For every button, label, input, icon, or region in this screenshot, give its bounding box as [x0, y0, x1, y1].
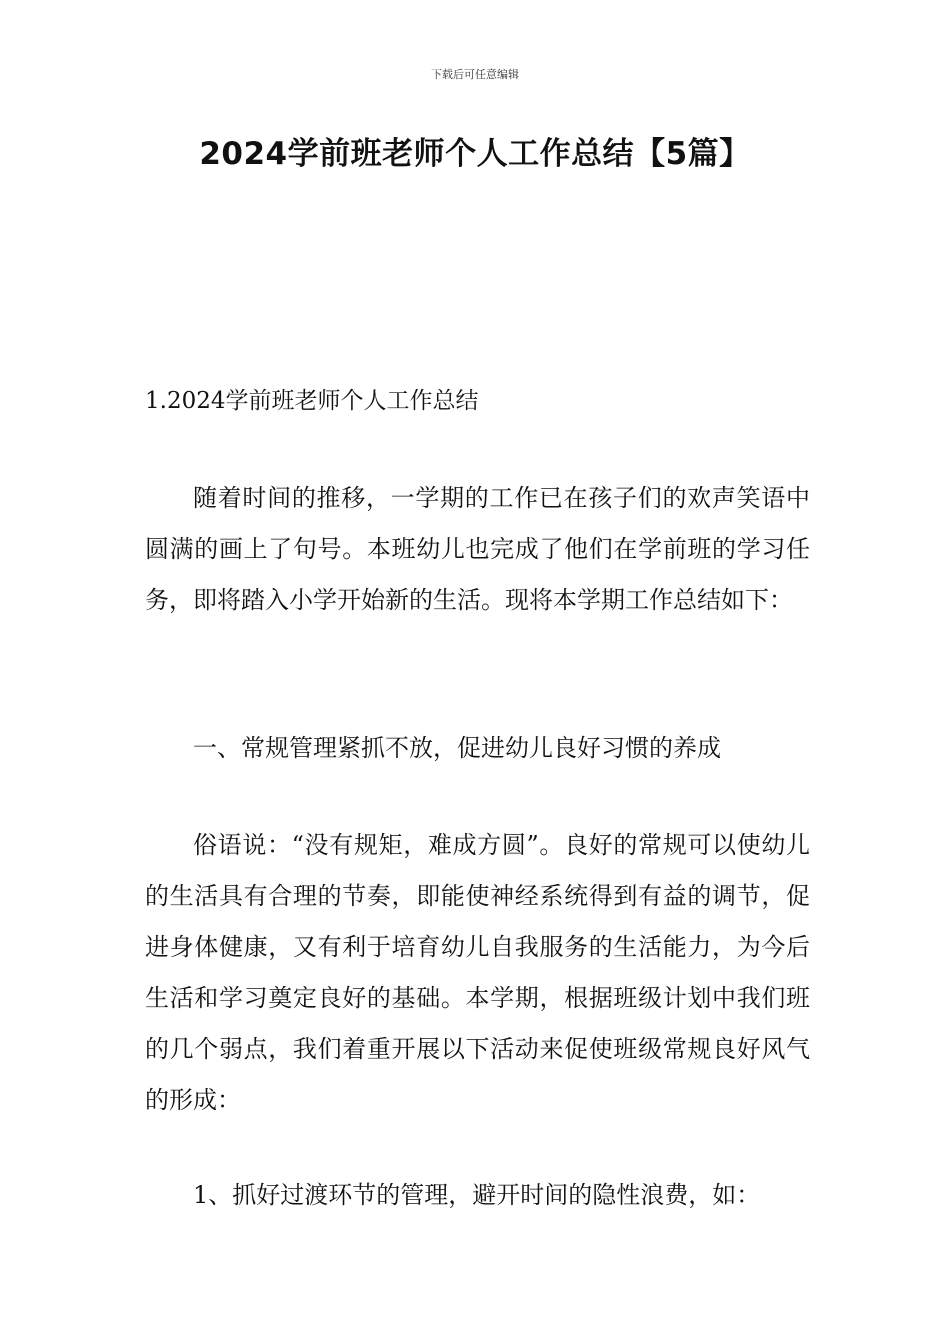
paragraph-routine: 俗语说：“没有规矩，难成方圆”。良好的常规可以使幼儿的生活具有合理的节奏，即能使神经系统得到有益的调节，促进身体健康，又有利于培育幼儿自我服务的生活能力，为今后生活和学习奠定良好的基础。本学期，根据班级计划中我们班的几个弱点，我们着重开展以下活动来促使班级常规良好风气的形成： [145, 831, 810, 1114]
paragraph-item-1: 1、抓好过渡环节的管理，避开时间的隐性浪费，如： [193, 1181, 761, 1209]
section-heading: 1.2024学前班老师个人工作总结 [145, 388, 479, 414]
paragraph-intro: 随着时间的推移，一学期的工作已在孩子们的欢声笑语中圆满的画上了句号。本班幼儿也完成了他们在学前班的学习任务，即将踏入小学开始新的生活。现将本学期工作总结如下： [145, 484, 810, 614]
paragraph-subheading: 一、常规管理紧抓不放，促进幼儿良好习惯的养成 [193, 734, 721, 762]
header-note: 下载后可任意编辑 [431, 68, 519, 81]
document-title: 2024学前班老师个人工作总结【5篇】 [199, 136, 751, 172]
